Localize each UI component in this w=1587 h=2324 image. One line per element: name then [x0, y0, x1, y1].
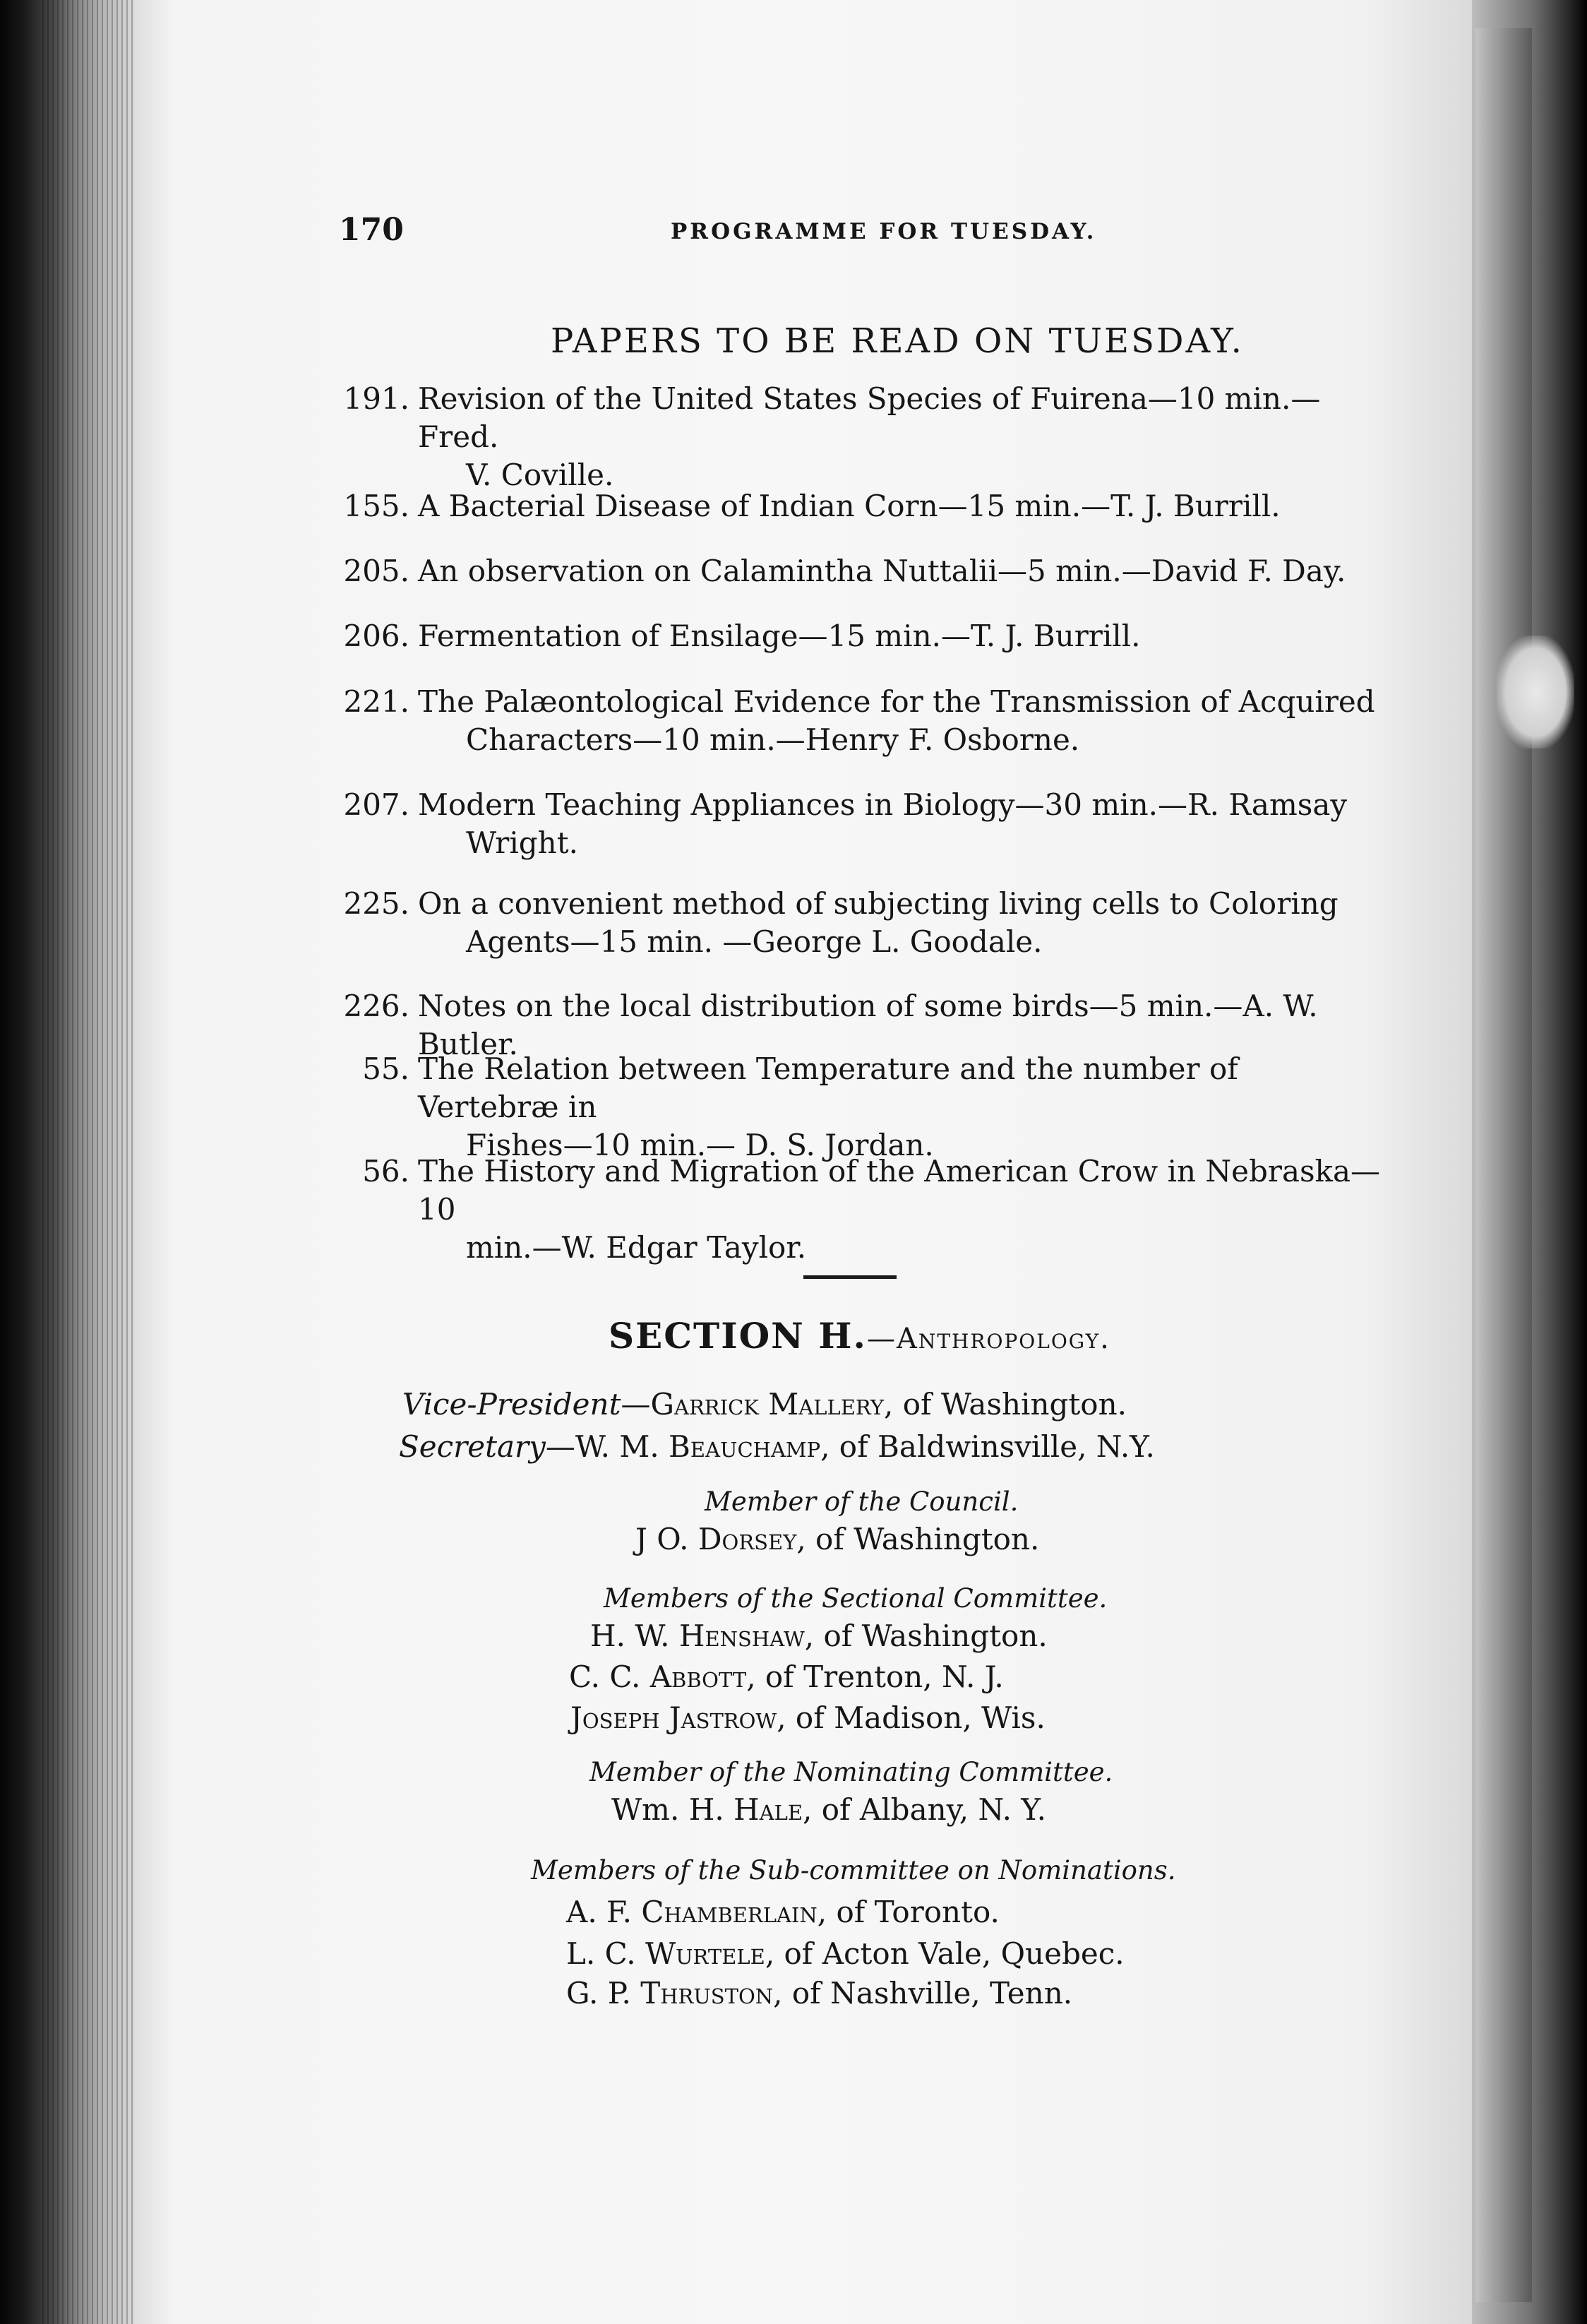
- member-place: , of Washington.: [804, 1619, 1048, 1653]
- paper-line: Notes on the local distribution of some birds—5 min.—A. W. Butler.: [418, 989, 1318, 1061]
- member-name: Joseph Jastrow: [570, 1700, 777, 1735]
- paper-line: Revision of the United States Species of Fuirena—10 min.—Fred.: [418, 381, 1321, 454]
- section-divider: [803, 1275, 897, 1279]
- subcommittee-member: [566, 1936, 1125, 1971]
- council-heading: Member of the Council.: [705, 1486, 1019, 1517]
- sectional-member: [570, 1700, 1046, 1735]
- paper-line-continued: min.—W. Edgar Taylor.: [466, 1230, 807, 1265]
- paper-item: [337, 617, 1382, 655]
- member-initials: C. C.: [569, 1659, 650, 1694]
- member-name: Wurtele: [645, 1936, 765, 1971]
- vice-president-place: , of Washington.: [884, 1387, 1127, 1422]
- member-place: , of Toronto.: [817, 1895, 1000, 1929]
- member-place: , of Madison, Wis.: [777, 1700, 1046, 1735]
- paper-item: [337, 1152, 1382, 1267]
- paper-line: The History and Migration of the American Crow in Nebraska—10: [418, 1154, 1381, 1227]
- paper-line: The Palæontological Evidence for the Transmission of Acquired: [418, 684, 1375, 719]
- member-initials: Wm. H.: [611, 1792, 734, 1827]
- page-smudge: [1497, 636, 1574, 749]
- sectional-member: [590, 1619, 1048, 1653]
- paper-item: [337, 683, 1382, 759]
- member-name: Dorsey: [697, 1522, 797, 1556]
- paper-line: An observation on Calamintha Nuttalii—5 min.—David F. Day.: [418, 554, 1346, 588]
- nominating-member: [611, 1792, 1046, 1827]
- member-initials: J O.: [635, 1522, 698, 1556]
- secretary-name: W. M. Beauchamp: [575, 1429, 821, 1464]
- paper-line-continued: Wright.: [466, 826, 578, 860]
- member-name: Henshaw: [678, 1619, 805, 1653]
- paper-item: [337, 786, 1382, 862]
- paper-line: Fermentation of Ensilage—15 min.—T. J. Burrill.: [418, 619, 1141, 653]
- member-place: , of Acton Vale, Quebec.: [765, 1936, 1125, 1971]
- secretary-line: Secretary—W. M. Beauchamp, of Baldwinsville, N.Y.: [399, 1429, 1155, 1464]
- paper-line: The Relation between Temperature and the number of Vertebræ in: [418, 1051, 1238, 1124]
- member-place: , of Washington.: [796, 1522, 1040, 1556]
- section-subtitle: —Anthropology.: [866, 1323, 1110, 1355]
- paper-number: 225.: [343, 886, 409, 921]
- vice-president-line: Vice-President—Garrick Mallery, of Washington.: [402, 1387, 1127, 1422]
- paper-item: [337, 1050, 1382, 1164]
- member-name: Chamberlain: [641, 1895, 818, 1929]
- paper-line-continued: Agents—15 min. —George L. Goodale.: [466, 924, 1043, 959]
- subcommittee-member: [566, 1976, 1072, 2010]
- paper-line-continued: Characters—10 min.—Henry F. Osborne.: [466, 722, 1080, 757]
- member-place: , of Nashville, Tenn.: [773, 1976, 1073, 2010]
- paper-line: A Bacterial Disease of Indian Corn—15 min.—T. J. Burrill.: [418, 489, 1281, 523]
- member-place: , of Trenton, N. J.: [746, 1659, 1004, 1694]
- section-heading: [609, 1315, 1110, 1357]
- secretary-label: Secretary: [399, 1429, 546, 1464]
- member-place: , of Albany, N. Y.: [803, 1792, 1046, 1827]
- member-name: Abbott: [649, 1659, 747, 1694]
- paper-number: 191.: [343, 381, 409, 416]
- secretary-place: , of Baldwinsville, N.Y.: [820, 1429, 1155, 1464]
- page-number: 170: [339, 212, 404, 248]
- subcommittee-heading: Members of the Sub-committee on Nominations.: [531, 1855, 1176, 1885]
- vice-president-label: Vice-President: [402, 1387, 621, 1422]
- paper-item: [337, 885, 1382, 961]
- member-initials: A. F.: [566, 1895, 642, 1929]
- page-edge-lines: [42, 0, 134, 2324]
- member-name: Hale: [733, 1792, 803, 1827]
- paper-number: 155.: [343, 489, 409, 523]
- paper-number: 207.: [343, 787, 409, 822]
- page-header: [339, 212, 1377, 254]
- paper-number: 205.: [343, 554, 409, 588]
- sectional-committee-heading: Members of the Sectional Committee.: [604, 1583, 1108, 1614]
- book-edge-highlight: [1475, 28, 1532, 2302]
- vice-president-name: Garrick Mallery: [650, 1387, 884, 1422]
- section-title: SECTION H.: [609, 1315, 867, 1357]
- running-head: PROGRAMME FOR TUESDAY.: [671, 219, 1097, 244]
- paper-number: 55.: [362, 1051, 409, 1086]
- member-name: Thruston: [640, 1976, 774, 2010]
- sectional-member: [569, 1659, 1004, 1694]
- council-member: [635, 1522, 1039, 1556]
- paper-item: [337, 552, 1382, 590]
- paper-line: Modern Teaching Appliances in Biology—30 min.—R. Ramsay: [418, 787, 1348, 822]
- paper-line: On a convenient method of subjecting living cells to Coloring: [418, 886, 1339, 921]
- nominating-committee-heading: Member of the Nominating Committee.: [589, 1757, 1113, 1787]
- paper-item: [337, 487, 1382, 525]
- paper-line-continued: Fishes—10 min.— D. S. Jordan.: [466, 1128, 934, 1162]
- papers-heading: PAPERS TO BE READ ON TUESDAY.: [551, 321, 1244, 361]
- subcommittee-member: [566, 1895, 1000, 1929]
- member-initials: L. C.: [566, 1936, 645, 1971]
- paper-number: 221.: [343, 684, 409, 719]
- paper-item: [337, 380, 1382, 494]
- book-page-edges: [0, 0, 134, 2324]
- paper-number: 226.: [343, 989, 409, 1023]
- member-initials: G. P.: [566, 1976, 641, 2010]
- paper-number: 206.: [343, 619, 409, 653]
- paper-line-continued: V. Coville.: [466, 458, 614, 492]
- member-initials: H. W.: [590, 1619, 679, 1653]
- paper-number: 56.: [362, 1154, 409, 1188]
